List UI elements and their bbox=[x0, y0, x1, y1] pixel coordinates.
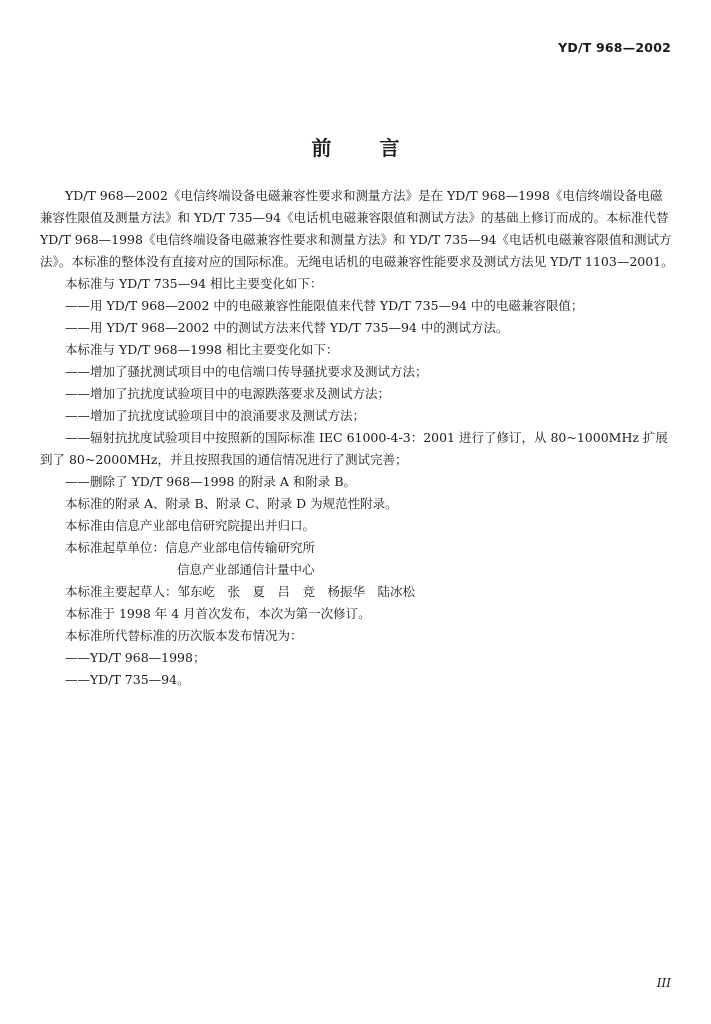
list-item: ——YD/T 968—1998； bbox=[65, 650, 206, 665]
paragraph-changes-vs-735: 本标准与 YD/T 735—94 相比主要变化如下： bbox=[65, 276, 323, 291]
paragraph-first-release: 本标准于 1998 年 4 月首次发布，本次为第一次修订。 bbox=[65, 606, 371, 621]
list-item: ——删除了 YD/T 968—1998 的附录 A 和附录 B。 bbox=[65, 474, 357, 489]
paragraph-changes-vs-968: 本标准与 YD/T 968—1998 相比主要变化如下： bbox=[65, 342, 339, 357]
paragraph-drafters: 本标准主要起草人：邹东屹 张 夏 吕 竞 杨振华 陆冰松 bbox=[65, 584, 416, 599]
drafting-unit-second: 信息产业部通信计量中心 bbox=[177, 562, 315, 577]
list-item: ——YD/T 735—94。 bbox=[65, 672, 190, 687]
list-item: ——增加了抗扰度试验项目中的浪涌要求及测试方法； bbox=[65, 408, 366, 423]
foreword-body bbox=[40, 185, 674, 691]
paragraph-drafting-units: 本标准起草单位：信息产业部电信传输研究所 bbox=[65, 540, 316, 555]
paragraph-annexes: 本标准的附录 A、附录 B、附录 C、附录 D 为规范性附录。 bbox=[65, 496, 398, 511]
list-item: ——辐射抗扰度试验项目中按照新的国际标准 IEC 61000-4-3：2001 进行了修订，从 80~1000MHz 扩展到了 80~2000MHz，并且按照我国的通信情况进行了测试完善； bbox=[40, 430, 668, 467]
list-item: ——增加了骚扰测试项目中的电信端口传导骚扰要求及测试方法； bbox=[65, 364, 428, 379]
paragraph-intro: YD/T 968—2002《电信终端设备电磁兼容性要求和测量方法》是在 YD/T 968—1998《电信终端设备电磁兼容性限值及测量方法》和 YD/T 735—94《电话机电磁兼容限值和测试方法》的基础上修订而成的。本标准代替 YD/T 968—1998《电信终端设备电磁兼容性要求和测量方法》和 YD/T 735—94《电话机电磁兼容限值和测试方法》。本标准的整体没有直接对应的国际标准。无绳电话机的电磁兼容性能要求及测试方法见 YD/T 1103—2001。 bbox=[40, 188, 674, 269]
paragraph-history: 本标准所代替标准的历次版本发布情况为： bbox=[65, 628, 303, 643]
page-title: 前言 bbox=[311, 136, 448, 160]
page-number: III bbox=[656, 976, 671, 990]
list-item: ——增加了抗扰度试验项目中的电源跌落要求及测试方法； bbox=[65, 386, 391, 401]
list-item: ——用 YD/T 968—2002 中的测试方法来代替 YD/T 735—94 中的测试方法。 bbox=[65, 320, 509, 335]
standard-code: YD/T 968—2002 bbox=[558, 40, 671, 55]
list-item: ——用 YD/T 968—2002 中的电磁兼容性能限值来代替 YD/T 735—94 中的电磁兼容限值； bbox=[65, 298, 584, 313]
paragraph-proposer: 本标准由信息产业部电信研究院提出并归口。 bbox=[65, 518, 316, 533]
